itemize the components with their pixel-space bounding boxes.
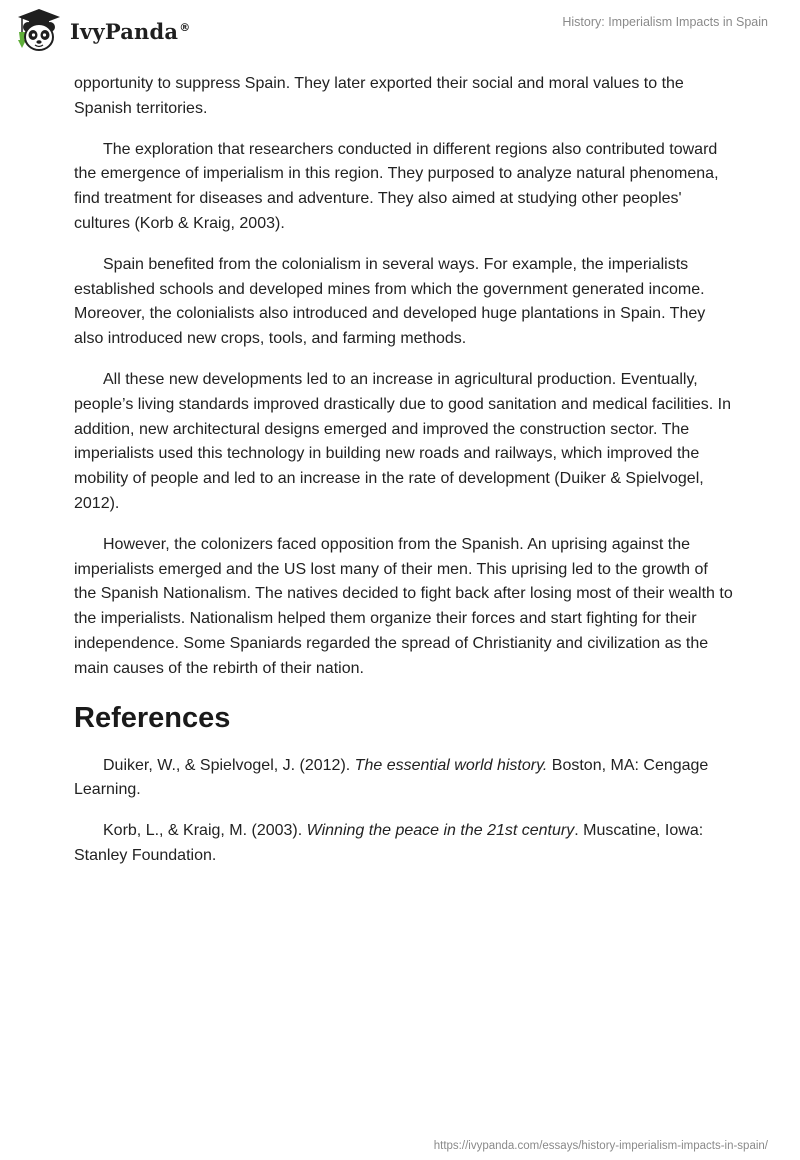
reference-authors: Korb, L., & Kraig, M. (2003). [103,822,307,840]
reference-entry [74,754,734,804]
brand-name: IvyPanda® [70,18,191,44]
page-header [0,0,800,62]
reference-title: The essential world history. [354,756,548,774]
brand-logo[interactable] [14,6,190,56]
reference-publisher: Boston, MA: Cengage Learning. [74,756,709,799]
body-paragraph: Spain benefited from the colonialism in several ways. For example, the imperialists established schools and developed mines from which the government generated income. Moreover, the colonialists also introduced and developed huge plantations in Spain. They also introduced new crops, tools, and farming methods. [74,255,706,348]
document-title: History: Imperialism Impacts in Spain [562,15,768,29]
reference-publisher: . Muscatine, Iowa: Stanley Foundation. [74,822,704,864]
body-paragraph: However, the colonizers faced opposition from the Spanish. An uprising against the imperialists emerged and the US lost many of their men. This uprising led to the growth of the Spanish Nationalism. The natives decided to fight back after losing most of their wealth to the imperialists. Nationalism helped them organize their forces and start fighting for their independence. Some Spaniards regarded the spread of Christianity and civilization as the main causes of the rebirth of their nation. [74,535,733,677]
reference-authors: Duiker, W., & Spielvogel, J. (2012). [103,756,355,774]
body-paragraph: The exploration that researchers conducted in different regions also contributed toward the emergence of imperialism in this region. They purposed to analyze natural phenomena, find treatment for diseases and adventure. They also aimed at studying other peoples' cultures (Korb & Kraig, 2003). [74,140,719,232]
body-paragraph: opportunity to suppress Spain. They later exported their social and moral values to the Spanish territories. [74,75,684,117]
reference-entry [74,819,734,869]
reference-title: Winning the peace in the 21st century [306,822,575,840]
references-heading: References [74,701,231,734]
registered-mark: ® [179,20,191,34]
essay-content [74,72,734,885]
footer-source-url[interactable]: https://ivypanda.com/essays/history-imperialism-impacts-in-spain/ [433,1140,768,1152]
body-paragraph: All these new developments led to an increase in agricultural production. Eventually, people’s living standards improved drastically due to good sanitation and medical facilities. In addition, new architectural designs emerged and improved the construction sector. The imperialists used this technology in building new roads and railways, which improved the mobility of people and led to an increase in the rate of development (Duiker & Spielvogel, 2012). [74,370,731,512]
panda-graduate-logo-icon [14,6,64,56]
